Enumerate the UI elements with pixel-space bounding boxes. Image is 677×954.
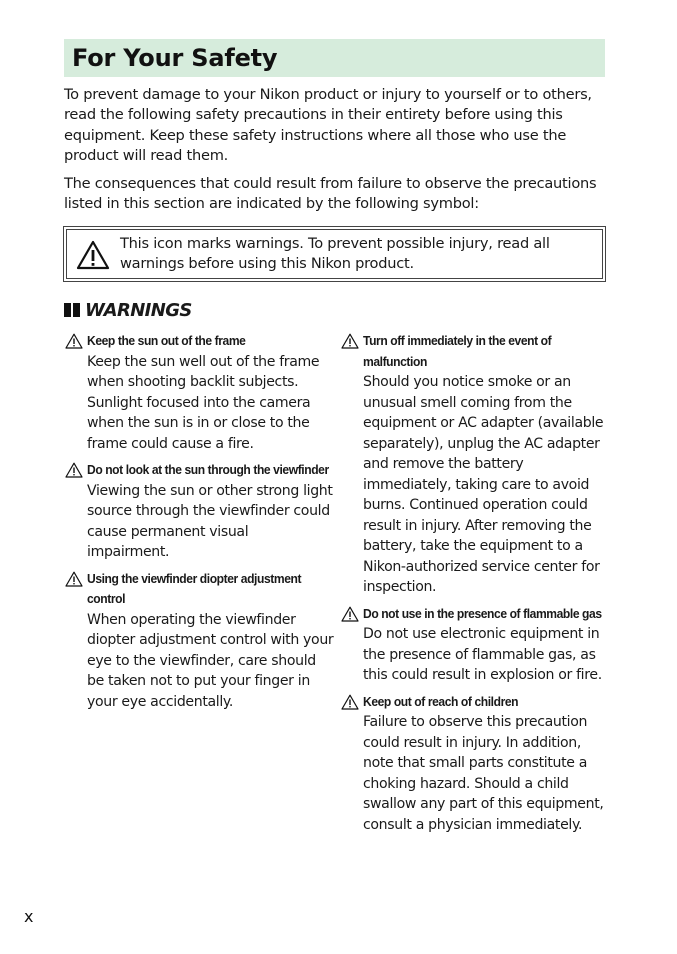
warning-triangle-icon	[341, 694, 359, 710]
warning-item-body: Do not use electronic equipment in the presence of flammable gas, as this could result in explosion or fire.	[363, 626, 602, 683]
page-title: For Your Safety	[72, 44, 278, 72]
warning-item-title: Turn off immediately in the event of malfunction	[363, 333, 552, 369]
warning-item-body: Viewing the sun or other strong light source through the viewfinder could cause permanent visual impairment.	[87, 482, 333, 560]
warning-triangle-icon	[76, 240, 110, 270]
warning-item-title: Using the viewfinder diopter adjustment control	[87, 570, 302, 606]
warning-item-body: Keep the sun well out of the frame when shooting backlit subjects. Sunlight focused into the camera when the sun is in or close to the frame could cause a fire.	[87, 353, 320, 452]
warning-triangle-icon	[65, 333, 83, 349]
warning-item-title: Do not use in the presence of flammable gas	[363, 605, 602, 621]
warning-item-title: Do not look at the sun through the viewfinder	[87, 462, 329, 477]
warnings-column-left	[64, 331, 334, 718]
warning-item	[64, 569, 334, 713]
warning-item-title: Keep out of reach of children	[363, 693, 519, 709]
page-number: x	[24, 907, 34, 926]
warning-item	[64, 460, 334, 563]
warning-item-body: Failure to observe this precaution could result in injury. In addition, note that small parts constitute a choking hazard. Should a child swallow any part of this equipment, consult a physician immediately.	[363, 714, 604, 833]
warning-item-title: Keep the sun out of the frame	[87, 333, 246, 348]
warning-item-body: When operating the viewfinder diopter adjustment control with your eye to the viewfinder, care should be taken not to put your finger in your eye accidentally.	[87, 611, 334, 710]
double-bar-icon	[64, 303, 80, 317]
warning-triangle-icon	[341, 333, 359, 349]
warning-item	[340, 692, 612, 836]
warning-triangle-icon	[65, 462, 83, 478]
intro-paragraph-1: To prevent damage to your Nikon product or injury to yourself or to others, read the following safety precautions in their entirety before using this equipment. Keep these safety instructions where all those who use the product will read them.	[64, 86, 592, 165]
page-title-bar	[64, 39, 605, 77]
warning-symbol-box	[63, 226, 606, 282]
warning-triangle-icon	[65, 571, 83, 587]
warning-symbol-text: This icon marks warnings. To prevent possible injury, read all warnings before using this Nikon product.	[120, 235, 550, 273]
warnings-heading	[64, 298, 192, 322]
warning-item-body: Should you notice smoke or an unusual smell coming from the equipment or AC adapter (available separately), unplug the AC adapter and remove the battery immediately, taking care to avoid burns. Continued operation could result in injury. After removing the battery, take the equipment to a Nikon-authorized service center for inspection.	[363, 374, 604, 595]
warning-triangle-icon	[341, 606, 359, 622]
warnings-column-right	[340, 331, 612, 841]
warnings-heading-label: WARNINGS	[85, 299, 192, 321]
warning-item	[340, 604, 612, 686]
warning-item	[340, 331, 612, 598]
warning-symbol-box-inner	[66, 229, 603, 279]
intro-paragraph-2: The consequences that could result from failure to observe the precautions listed in this section are indicated by the following symbol:	[64, 175, 597, 213]
warning-item	[64, 331, 334, 454]
